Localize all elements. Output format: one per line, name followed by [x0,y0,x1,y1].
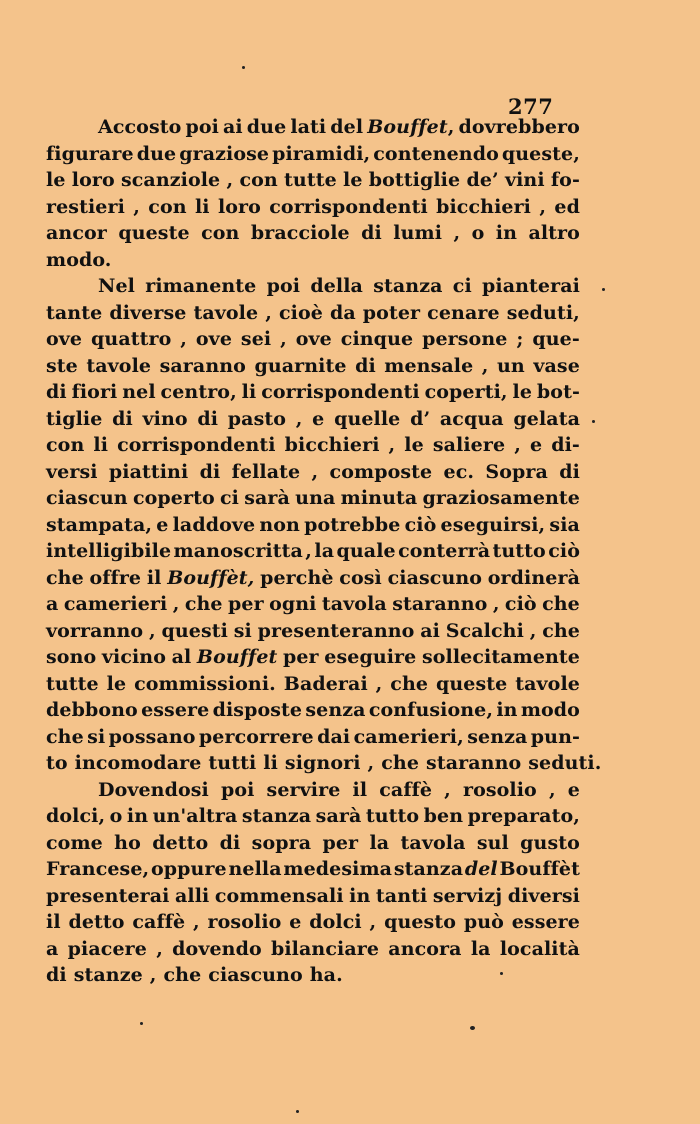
text-line: tante diverse tavole , cioè da poter cenare seduti, [46,301,580,324]
page-number: 277 [508,94,554,119]
text-line: a camerieri , che per ogni tavola staranno , ciò che [46,593,580,615]
print-speck [296,1110,299,1113]
print-speck [602,288,605,291]
text-line: ste tavole saranno guarnite di mensale , un vase [46,354,580,377]
text-line: figurare due graziose piramidi, contenendo queste, [46,142,580,165]
text-line: restieri , con li loro corrispondenti bicchieri , ed [46,195,580,218]
text-line: sono vicino al Bouffet per eseguire sollecitamente [46,646,580,668]
text-line: intelligibile manoscritta , la quale conterrà tutto ciò [46,540,580,562]
print-speck [470,1026,475,1030]
text-line: che offre il Bouffèt, perchè così ciascuno ordinerà [46,566,580,589]
text-line: di fiori nel centro, li corrispondenti coperti, le bot- [46,381,580,403]
print-speck [500,972,503,975]
text-line: tiglie di vino di pasto , e quelle d’ acqua gelata [46,407,580,430]
text-line: versi piattini di fellate , composte ec. Sopra di [46,460,580,483]
text-line: ciascun coperto ci sarà una minuta graziosamente [46,487,580,509]
text-line: ancor queste con bracciole di lumi , o in altro [46,222,580,244]
print-speck [242,66,245,69]
text-line: il detto caffè , rosolio e dolci , questo può essere [46,911,580,933]
text-line: di stanze , che ciascuno ha. [46,964,343,986]
text-line: le loro scanziole , con tutte le bottiglie de’ vini fo- [46,169,580,191]
text-line: ove quattro , ove sei , ove cinque persone ; que- [46,328,580,350]
text-line: Accosto poi ai due lati del Bouffet, dovrebbero [98,116,580,138]
text-line: to incomodare tutti li signori , che staranno seduti. [46,752,602,774]
text-line: stampata, e laddove non potrebbe ciò eseguirsi, sia [46,513,580,536]
text-line: dolci, o in un'altra stanza sarà tutto ben preparato, [46,805,580,827]
text-line: debbono essere disposte senza confusione, in modo [46,699,580,721]
text-line: modo. [46,248,112,271]
text-line: come ho detto di sopra per la tavola sul gusto [46,831,580,854]
text-line: vorranno , questi si presenteranno ai Scalchi , che [46,619,580,642]
text-line: Dovendosi poi servire il caffè , rosolio , e [98,778,580,801]
text-line: tutte le commissioni. Baderai , che queste tavole [46,672,580,695]
text-line: Nel rimanente poi della stanza ci pianterai [98,275,580,297]
print-speck [592,420,595,423]
text-line: con li corrispondenti bicchieri , le saliere , e di- [46,434,580,456]
text-line: presenterai alli commensali in tanti servizj diversi [46,884,580,907]
body-text [46,114,602,989]
text-line: a piacere , dovendo bilanciare ancora la località [46,937,580,960]
text-line: che si possano percorrere dai camerieri, senza pun- [46,725,580,748]
print-speck [140,1022,143,1025]
text-line: Francese, oppure nella medesima stanza del Bouffèt [46,858,580,880]
